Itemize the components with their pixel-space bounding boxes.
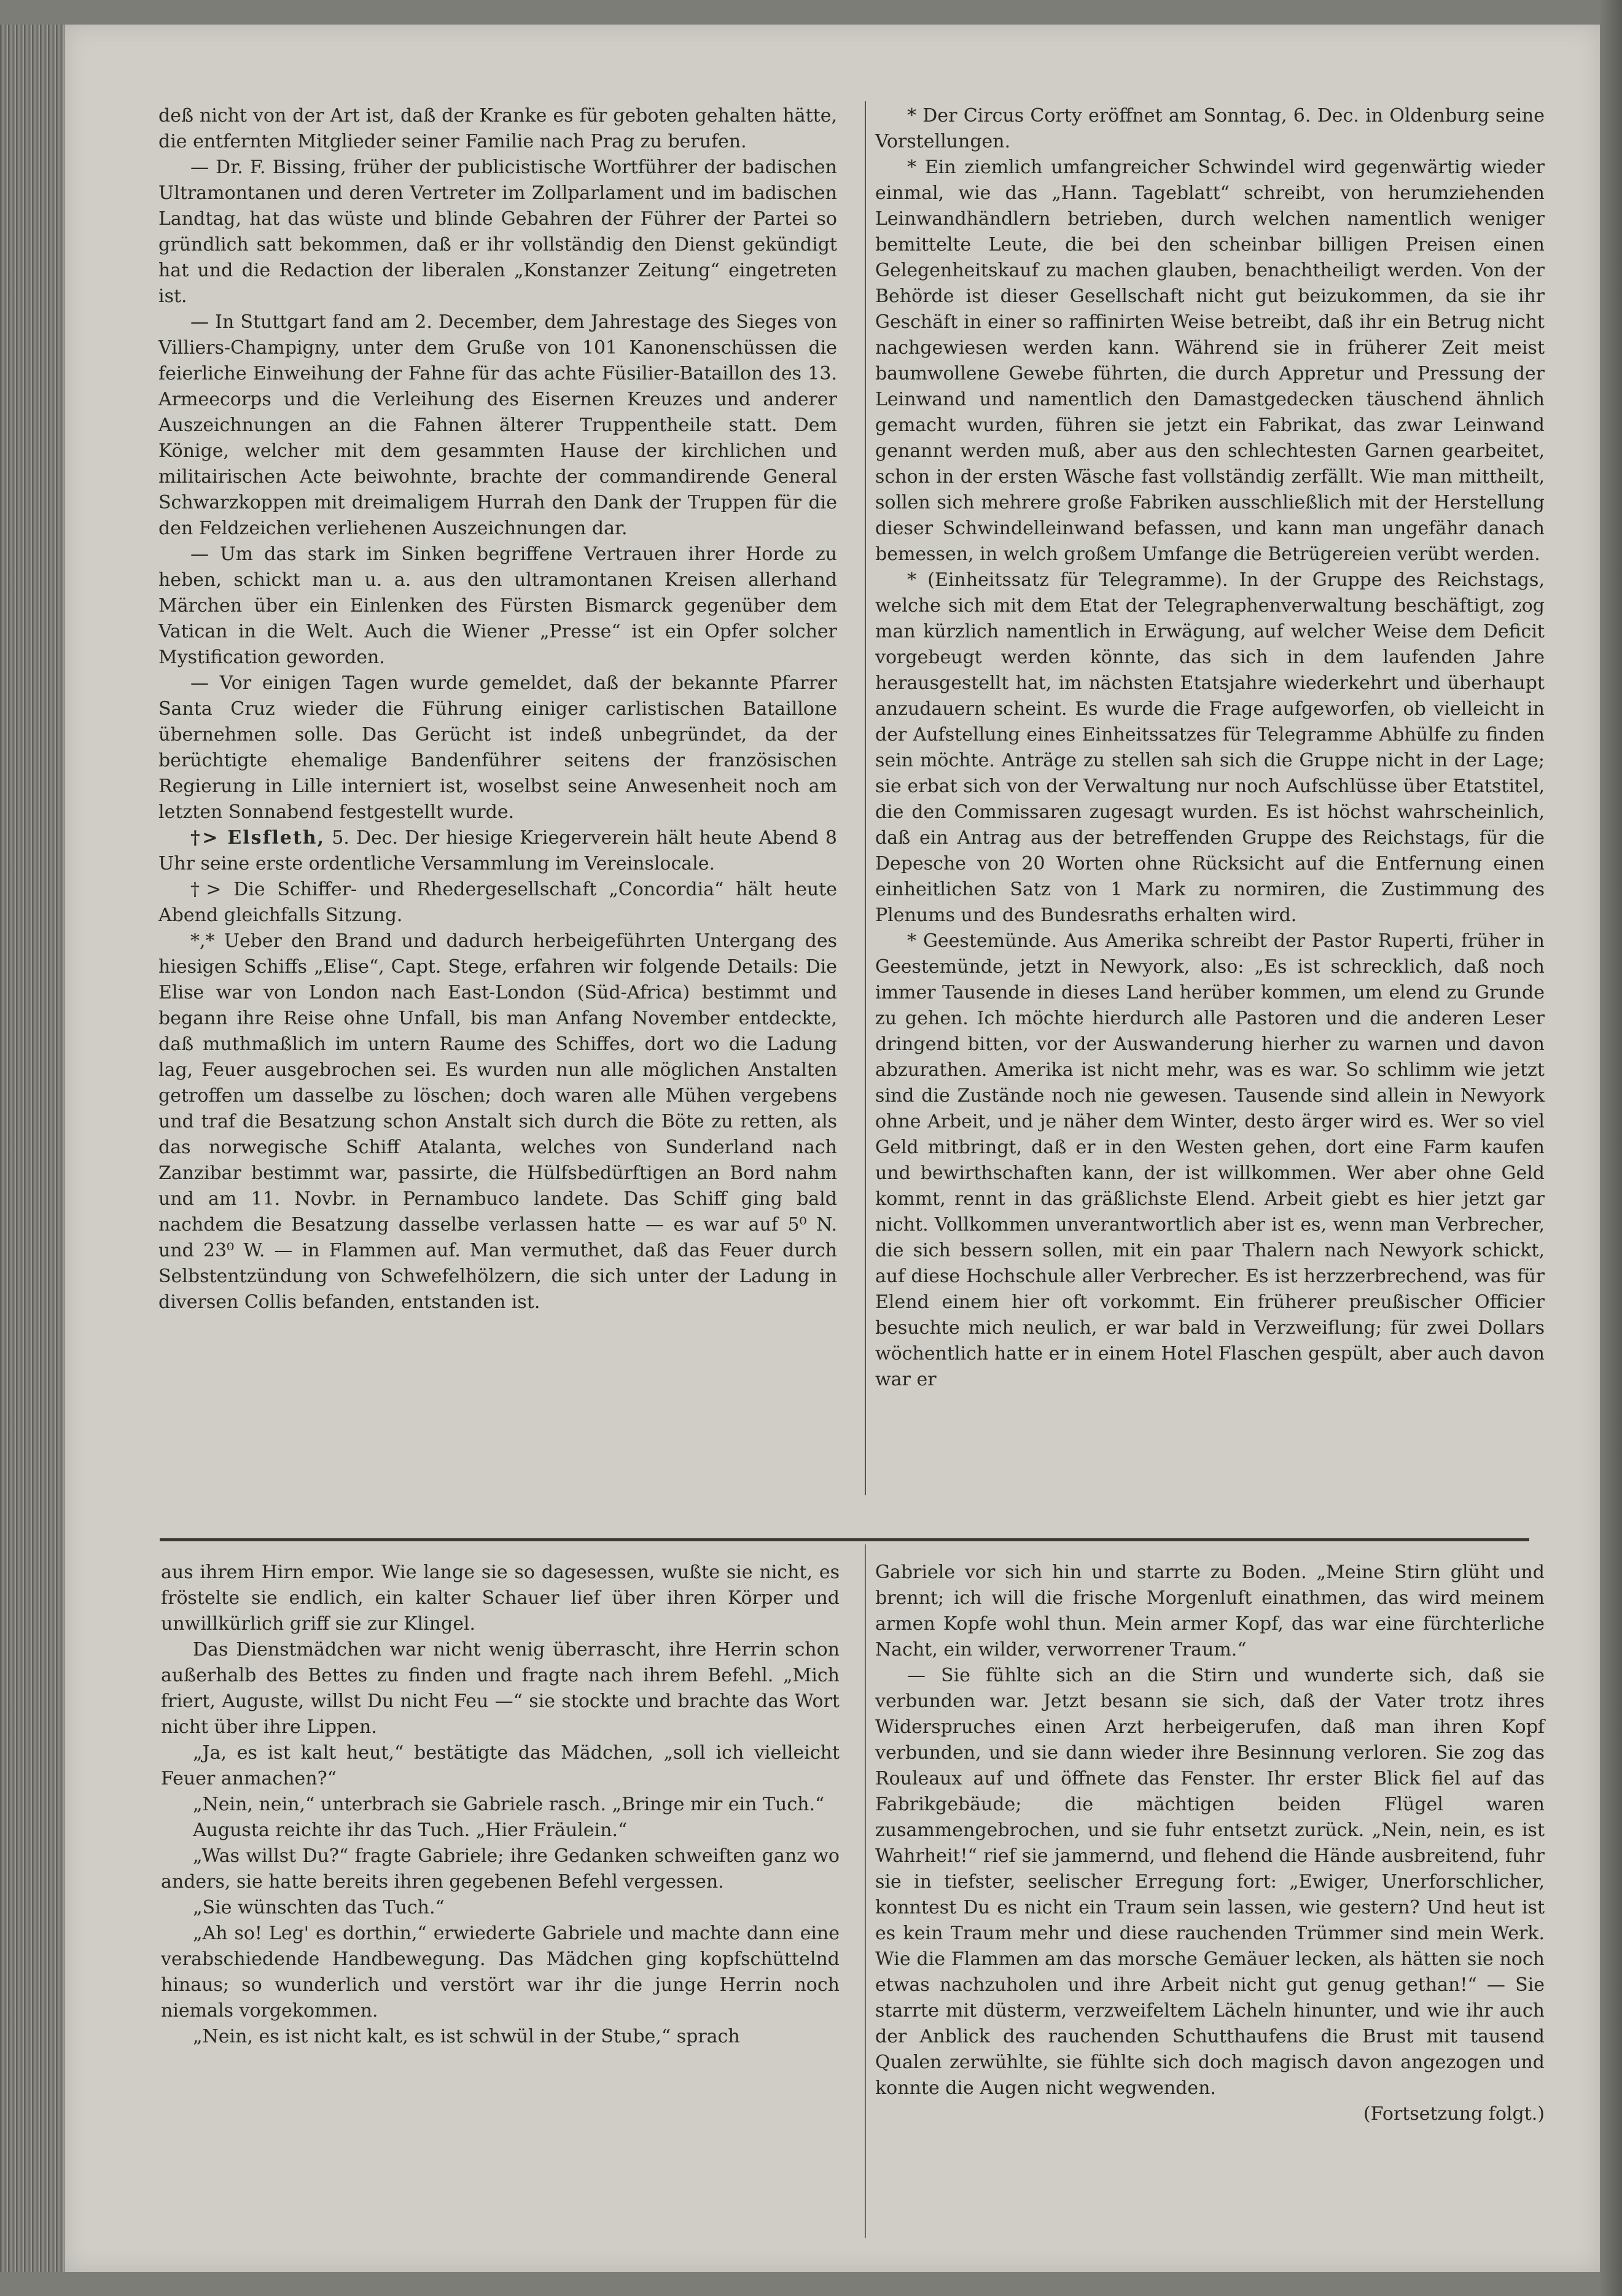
paragraph-text: „Was willst Du?“ fragte Gabriele; ihre Gedanken schweiften ganz wo anders, sie hatte bereits ihren gegebenen Befehl vergessen. xyxy=(161,1845,840,1893)
paragraph-text: — Um das stark im Sinken begriffene Vertrauen ihrer Horde zu heben, schickt man u. a. aus den ultramontanen Kreisen allerhand Märchen über ein Einlenken des Fürsten Bismarck gegenüber dem Vatican in die Welt. Auch die Wiener „Presse“ ist ein Opfer solcher Mystification geworden. xyxy=(158,543,837,668)
column-divider-lower xyxy=(865,1544,866,2238)
paragraph-text: * Der Circus Corty eröffnet am Sonntag, 6. Dec. in Oldenburg seine Vorstellungen. xyxy=(875,105,1545,152)
article-paragraph xyxy=(161,2024,840,2050)
book-page-edges xyxy=(0,25,64,2272)
article-paragraph xyxy=(161,1792,840,1818)
paragraph-text: * Ein ziemlich umfangreicher Schwindel wird gegenwärtig wieder einmal, wie das „Hann. Tageblatt“ schreibt, von herumziehenden Leinwandhändlern betrieben, durch welchen namentlich weniger bemittelte Leute, die bei den scheinbar billigen Preisen einen Gelegenheitskauf zu machen glauben, benachtheiligt werden. Von der Behörde ist dieser Gesellschaft nicht gut beizukommen, da sie ihr Geschäft in einer so raffinirten Weise betreibt, daß ihr ein Betrug nicht nachgewiesen werden kann. Während sie in früherer Zeit meist baumwollene Gewebe führten, die durch Appretur und Pressung der Leinwand und namentlich den Damastgedecken täuschend ähnlich gemacht wurden, führen sie jetzt ein Fabrikat, das zwar Leinwand genannt werden muß, aber aus den schlechtesten Garnen gearbeitet, schon in der ersten Wäsche fast vollständig zerfällt. Wie man mittheilt, sollen sich mehrere große Fabriken ausschließlich mit der Herstellung dieser Schwindelleinwand befassen, und kann man ungefähr danach bemessen, in welch großem Umfange die Betrügereien verübt werden. xyxy=(875,157,1545,565)
paragraph-text: Augusta reichte ihr das Tuch. „Hier Fräulein.“ xyxy=(193,1819,628,1841)
article-paragraph xyxy=(161,1921,840,2024)
paragraph-text: „Sie wünschten das Tuch.“ xyxy=(193,1897,445,1918)
paragraph-text: †> Die Schiffer- und Rhedergesellschaft „Concordia“ hält heute Abend gleichfalls Sitzung. xyxy=(158,879,837,926)
book-binding-shadow xyxy=(1600,0,1622,2296)
article-paragraph xyxy=(158,825,837,877)
upper-left-column xyxy=(158,103,837,1315)
feuilleton-right-column xyxy=(875,1560,1545,2127)
article-paragraph xyxy=(161,1560,840,1637)
column-divider-upper xyxy=(865,101,866,1495)
paragraph-text: *,* Ueber den Brand und dadurch herbeigeführten Untergang des hiesigen Schiffs „Elise“, Capt. Stege, erfahren wir folgende Details: Die Elise war von London nach East-London (Süd-Africa) bestimmt und begann ihre Reise ohne Unfall, bis man Anfang November entdeckte, daß muthmaßlich im untern Raume des Schiffes, dort wo die Ladung lag, Feuer ausgebrochen sei. Es wurden nun alle möglichen Anstalten getroffen um dasselbe zu löschen; doch waren alle Mühen vergebens und traf die Besatzung schon Anstalt sich durch die Böte zu retten, als das norwegische Schiff Atalanta, welches von Sunderland nach Zanzibar bestimmt war, passirte, die Hülfsbedürftigen an Bord nahm und am 11. Novbr. in Pernambuco landete. Das Schiff ging bald nachdem die Besatzung dasselbe verlassen hatte — es war auf 5⁰ N. und 23⁰ W. — in Flammen auf. Man vermuthet, daß das Feuer durch Selbstentzündung von Schwefelhölzern, die sich unter der Ladung in diversen Collis befanden, entstanden ist. xyxy=(158,930,837,1313)
paragraph-text: Das Dienstmädchen war nicht wenig überrascht, ihre Herrin schon außerhalb des Bettes zu finden und fragte nach ihrem Befehl. „Mich friert, Auguste, willst Du nicht Feu —“ sie stockte und brachte das Wort nicht über ihre Lippen. xyxy=(161,1639,840,1738)
article-paragraph xyxy=(161,1818,840,1843)
article-paragraph xyxy=(161,1895,840,1921)
dateline: †> Elsfleth, xyxy=(190,827,326,849)
paragraph-text: aus ihrem Hirn empor. Wie lange sie so dagesessen, wußte sie nicht, es fröstelte sie endlich, ein kalter Schauer lief über ihren Körper und unwillkürlich griff sie zur Klingel. xyxy=(161,1562,840,1635)
paragraph-text: deß nicht von der Art ist, daß der Kranke es für geboten gehalten hätte, die entfernten Mitglieder seiner Familie nach Prag zu berufen. xyxy=(158,105,837,152)
article-paragraph xyxy=(875,567,1545,928)
article-paragraph xyxy=(875,928,1545,1393)
article-paragraph xyxy=(875,1560,1545,1663)
article-paragraph xyxy=(158,155,837,309)
paragraph-text: — Dr. F. Bissing, früher der publicistische Wortführer der badischen Ultramontanen und deren Vertreter im Zollparlament und im badischen Landtag, hat das wüste und blinde Gebahren der Führer der Partei so gründlich satt bekommen, daß er ihr vollständig den Dienst gekündigt hat und die Redaction der liberalen „Konstanzer Zeitung“ eingetreten ist. xyxy=(158,157,837,307)
article-paragraph xyxy=(158,103,837,155)
article-paragraph xyxy=(875,2101,1545,2127)
article-paragraph xyxy=(161,1637,840,1740)
paragraph-text: * (Einheitssatz für Telegramme). In der Gruppe des Reichstags, welche sich mit dem Etat der Telegraphenverwaltung beschäftigt, zog man kürzlich namentlich in Erwägung, auf welcher Weise dem Deficit vorgebeugt werden könnte, das sich in dem laufenden Jahre herausgestellt hat, im nächsten Etatsjahre wiederkehrt und überhaupt anzudauern scheint. Es wurde die Frage aufgeworfen, ob vielleicht in der Aufstellung eines Einheitssatzes für Telegramme Abhülfe zu finden sein möchte. Anträge zu stellen sah sich die Gruppe nicht in der Lage; sie erbat sich von der Verwaltung nur noch Aufschlüsse über Etatstitel, die den Commissaren zugesagt wurden. Es ist höchst wahrscheinlich, daß ein Antrag aus der betreffenden Gruppe des Reichstags, für die Depesche von 20 Worten ohne Rücksicht auf die Entfernung einen einheitlichen Satz von 1 Mark zu normiren, die Zustimmung des Plenums und des Bundesraths erhalten wird. xyxy=(875,569,1545,926)
paragraph-text: „Nein, nein,“ unterbrach sie Gabriele rasch. „Bringe mir ein Tuch.“ xyxy=(193,1794,825,1815)
paragraph-text: „Ah so! Leg' es dorthin,“ erwiederte Gabriele und machte dann eine verabschiedende Handbewegung. Das Mädchen ging kopfschüttelnd hinaus; so wunderlich und verstört war ihr die junge Herrin noch niemals vorgekommen. xyxy=(161,1923,840,2022)
paragraph-text: — Sie fühlte sich an die Stirn und wunderte sich, daß sie verbunden war. Jetzt besann sie sich, daß der Vater trotz ihres Widerspruches einen Arzt herbeigerufen, daß man ihren Kopf verbunden, und sie dann wieder ihre Besinnung verloren. Sie zog das Rouleaux auf und öffnete das Fenster. Ihr erster Blick fiel auf das Fabrikgebäude; die mächtigen beiden Flügel waren zusammengebrochen, und sie fuhr entsetzt zurück. „Nein, nein, es ist Wahrheit!“ rief sie jammernd, und flehend die Hände ausbreitend, fuhr sie in tiefster, seelischer Erregung fort: „Ewiger, Unerforschlicher, konntest Du es nicht ein Traum sein lassen, wie gestern? Und heut ist es kein Traum mehr und diese rauchenden Trümmer sind mein Werk. Wie die Flammen am das morsche Gemäuer lecken, als hätten sie noch etwas nachzuholen und ihre Arbeit nicht gut genug gethan!“ — Sie starrte mit düsterm, verzweifeltem Lächeln hinunter, und wie ihr auch der Anblick des rauchenden Schutthaufens die Brust mit tausend Qualen zerwühlte, sie fühlte sich doch magisch davon angezogen und konnte die Augen nicht wegwenden. xyxy=(875,1665,1545,2099)
article-paragraph xyxy=(158,928,837,1315)
article-paragraph xyxy=(161,1740,840,1792)
article-paragraph xyxy=(158,877,837,928)
paragraph-text: 5. Dec. Der hiesige Kriegerverein hält heute Abend 8 Uhr seine erste ordentliche Versammlung im Vereinslocale. xyxy=(158,827,837,874)
paragraph-text: — Vor einigen Tagen wurde gemeldet, daß der bekannte Pfarrer Santa Cruz wieder die Führung einiger carlistischen Bataillone übernehmen solle. Das Gerücht ist indeß unbegründet, da der berüchtigte ehemalige Bandenführer seitens der französischen Regierung in Lille interniert ist, woselbst seine Anwesenheit noch am letzten Sonnabend festgestellt wurde. xyxy=(158,672,837,823)
article-paragraph xyxy=(875,103,1545,155)
article-paragraph xyxy=(158,542,837,671)
paragraph-text: „Nein, es ist nicht kalt, es ist schwül in der Stube,“ sprach xyxy=(193,2026,740,2047)
feuilleton-divider xyxy=(160,1538,1529,1541)
paragraph-text: Gabriele vor sich hin und starrte zu Boden. „Meine Stirn glüht und brennt; ich will die frische Morgenluft einathmen, das wird meinem armen Kopfe wohl thun. Mein armer Kopf, das war eine fürchterliche Nacht, ein wilder, verworrener Traum.“ xyxy=(875,1562,1545,1660)
article-paragraph xyxy=(161,1843,840,1895)
paragraph-text: (Fortsetzung folgt.) xyxy=(1363,2103,1545,2125)
article-paragraph xyxy=(158,309,837,542)
paragraph-text: * Geestemünde. Aus Amerika schreibt der Pastor Ruperti, früher in Geestemünde, jetzt in Newyork, also: „Es ist schrecklich, daß noch immer Tausende in dieses Land herüber kommen, um elend zu Grunde zu gehen. Ich möchte hierdurch alle Pastoren und die anderen Leser dringend bitten, vor der Auswanderung hierher zu warnen und davon abzurathen. Amerika ist nicht mehr, was es war. So schlimm wie jetzt sind die Zustände noch nie gewesen. Tausende sind allein in Newyork ohne Arbeit, und je näher dem Winter, desto ärger wird es. Wer so viel Geld mitbringt, daß er in den Westen gehen, dort eine Farm kaufen und bewirthschaften kann, der ist willkommen. Wer aber ohne Geld kommt, rennt in das gräßlichste Elend. Arbeit giebt es hier jetzt gar nicht. Vollkommen unverantwortlich aber ist es, wenn man Verbrecher, die sich bessern sollen, mit ein paar Thalern nach Newyork schickt, auf diese Hochschule aller Verbrecher. Es ist herzzerbrechend, was für Elend einem hier oft vorkommt. Ein früherer preußischer Officier besuchte mich neulich, er war bald in Verzweiflung; für zwei Dollars wöchentlich hatte er in einem Hotel Flaschen gespült, aber auch davon war er xyxy=(875,930,1545,1390)
article-paragraph xyxy=(158,671,837,825)
paragraph-text: „Ja, es ist kalt heut,“ bestätigte das Mädchen, „soll ich vielleicht Feuer anmachen?“ xyxy=(161,1742,840,1789)
article-paragraph xyxy=(875,155,1545,567)
feuilleton-left-column xyxy=(161,1560,840,2050)
upper-right-column xyxy=(875,103,1545,1393)
article-paragraph xyxy=(875,1663,1545,2101)
paragraph-text: — In Stuttgart fand am 2. December, dem Jahrestage des Sieges von Villiers-Champigny, unter dem Gruße von 101 Kanonenschüssen die feierliche Einweihung der Fahne für das achte Füsilier-Bataillon des 13. Armeecorps und die Verleihung des Eisernen Kreuzes und anderer Auszeichnungen an die Fahnen älterer Truppentheile statt. Dem Könige, welcher mit dem gesammten Hause der kirchlichen und militairischen Acte beiwohnte, brachte der commandirende General Schwarzkoppen mit dreimaligem Hurrah den Dank der Truppen für die den Feldzeichen verliehenen Auszeichnungen dar. xyxy=(158,311,837,539)
